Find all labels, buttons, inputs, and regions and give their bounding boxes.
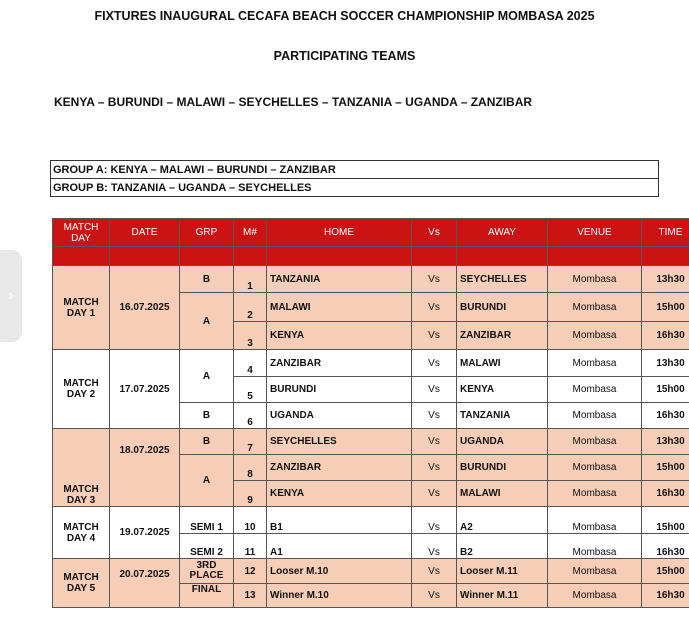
header-vs: Vs: [412, 219, 457, 247]
teams-line: KENYA – BURUNDI – MALAWI – SEYCHELLES – TANZANIA – UGANDA – ZANZIBAR: [54, 95, 533, 109]
time-cell: 13h30: [642, 266, 689, 293]
grp-cell: A: [180, 455, 234, 507]
match-num-cell: 4: [234, 350, 267, 377]
match-num-cell: 10: [234, 507, 267, 534]
venue-cell: Mombasa: [548, 377, 642, 403]
away-cell: ZANZIBAR: [457, 322, 548, 350]
vs-cell: Vs: [412, 584, 457, 608]
home-cell: MALAWI: [267, 293, 412, 322]
match-day-cell: MATCH DAY 3: [53, 429, 110, 507]
away-cell: MALAWI: [457, 350, 548, 377]
time-cell: 16h30: [642, 322, 689, 350]
time-cell: 15h00: [642, 507, 689, 534]
vs-cell: Vs: [412, 293, 457, 322]
grp-cell: B: [180, 429, 234, 455]
table-row: [53, 559, 689, 584]
vs-cell: Vs: [412, 266, 457, 293]
match-num-cell: 8: [234, 455, 267, 481]
date-cell: 17.07.2025: [110, 350, 180, 429]
venue-cell: Mombasa: [548, 534, 642, 559]
vs-cell: Vs: [412, 507, 457, 534]
grp-cell: 3RD PLACE: [180, 559, 234, 584]
side-panel-handle[interactable]: [0, 250, 22, 342]
venue-cell: Mombasa: [548, 403, 642, 429]
grp-cell: B: [180, 266, 234, 293]
participating-teams-heading: PARTICIPATING TEAMS: [273, 49, 416, 63]
group-b: GROUP B: TANZANIA – UGANDA – SEYCHELLES: [51, 179, 659, 197]
header-away: AWAY: [457, 219, 548, 247]
document-title: FIXTURES INAUGURAL CECAFA BEACH SOCCER CHAMPIONSHIP MOMBASA 2025: [94, 9, 595, 23]
table-row: [53, 266, 689, 293]
vs-cell: Vs: [412, 455, 457, 481]
time-cell: 16h30: [642, 534, 689, 559]
header-row: [53, 219, 689, 247]
grp-cell: SEMI 1: [180, 507, 234, 534]
match-day-cell: MATCH DAY 2: [53, 350, 110, 429]
vs-cell: Vs: [412, 534, 457, 559]
date-cell: 20.07.2025: [110, 559, 180, 608]
home-cell: Winner M.10: [267, 584, 412, 608]
time-cell: 13h30: [642, 350, 689, 377]
header-spacer-row: [53, 247, 689, 266]
match-day-cell: MATCH DAY 1: [53, 266, 110, 350]
venue-cell: Mombasa: [548, 350, 642, 377]
venue-cell: Mombasa: [548, 322, 642, 350]
grp-cell: A: [180, 293, 234, 350]
match-num-cell: 5: [234, 377, 267, 403]
home-cell: UGANDA: [267, 403, 412, 429]
away-cell: UGANDA: [457, 429, 548, 455]
away-cell: SEYCHELLES: [457, 266, 548, 293]
time-cell: 15h00: [642, 455, 689, 481]
away-cell: B2: [457, 534, 548, 559]
match-num-cell: 3: [234, 322, 267, 350]
time-cell: 15h00: [642, 559, 689, 584]
match-num-cell: 12: [234, 559, 267, 584]
home-cell: ZANZIBAR: [267, 350, 412, 377]
header-venue: VENUE: [548, 219, 642, 247]
fixtures-table: [52, 218, 689, 608]
home-cell: KENYA: [267, 481, 412, 507]
home-cell: ZANZIBAR: [267, 455, 412, 481]
away-cell: BURUNDI: [457, 455, 548, 481]
grp-cell: SEMI 2: [180, 534, 234, 559]
away-cell: KENYA: [457, 377, 548, 403]
home-cell: SEYCHELLES: [267, 429, 412, 455]
away-cell: TANZANIA: [457, 403, 548, 429]
groups-table: [50, 160, 659, 197]
header-date: DATE: [110, 219, 180, 247]
date-cell: 18.07.2025: [110, 429, 180, 507]
match-num-cell: 2: [234, 293, 267, 322]
time-cell: 16h30: [642, 481, 689, 507]
time-cell: 15h00: [642, 377, 689, 403]
venue-cell: Mombasa: [548, 429, 642, 455]
vs-cell: Vs: [412, 403, 457, 429]
vs-cell: Vs: [412, 377, 457, 403]
chevron-right-icon: ›: [8, 287, 14, 304]
match-num-cell: 11: [234, 534, 267, 559]
header-num: M#: [234, 219, 267, 247]
table-row: [53, 429, 689, 455]
vs-cell: Vs: [412, 350, 457, 377]
match-num-cell: 1: [234, 266, 267, 293]
home-cell: B1: [267, 507, 412, 534]
header-match-day: MATCH DAY: [53, 219, 110, 247]
venue-cell: Mombasa: [548, 455, 642, 481]
match-day-cell: MATCH DAY 5: [53, 559, 110, 608]
away-cell: A2: [457, 507, 548, 534]
venue-cell: Mombasa: [548, 266, 642, 293]
time-cell: 15h00: [642, 293, 689, 322]
venue-cell: Mombasa: [548, 507, 642, 534]
header-grp: GRP: [180, 219, 234, 247]
venue-cell: Mombasa: [548, 481, 642, 507]
group-a: GROUP A: KENYA – MALAWI – BURUNDI – ZANZIBAR: [51, 161, 659, 179]
vs-cell: Vs: [412, 322, 457, 350]
home-cell: BURUNDI: [267, 377, 412, 403]
time-cell: 16h30: [642, 403, 689, 429]
away-cell: BURUNDI: [457, 293, 548, 322]
home-cell: A1: [267, 534, 412, 559]
date-cell: 19.07.2025: [110, 507, 180, 559]
table-row: [53, 507, 689, 534]
away-cell: Looser M.11: [457, 559, 548, 584]
grp-cell: B: [180, 403, 234, 429]
time-cell: 16h30: [642, 584, 689, 608]
vs-cell: Vs: [412, 429, 457, 455]
vs-cell: Vs: [412, 481, 457, 507]
header-time: TIME: [642, 219, 689, 247]
match-num-cell: 9: [234, 481, 267, 507]
away-cell: Winner M.11: [457, 584, 548, 608]
away-cell: MALAWI: [457, 481, 548, 507]
venue-cell: Mombasa: [548, 584, 642, 608]
match-day-cell: MATCH DAY 4: [53, 507, 110, 559]
venue-cell: Mombasa: [548, 559, 642, 584]
match-num-cell: 7: [234, 429, 267, 455]
vs-cell: Vs: [412, 559, 457, 584]
header-home: HOME: [267, 219, 412, 247]
venue-cell: Mombasa: [548, 293, 642, 322]
grp-cell: FINAL: [180, 584, 234, 608]
match-num-cell: 13: [234, 584, 267, 608]
home-cell: KENYA: [267, 322, 412, 350]
home-cell: TANZANIA: [267, 266, 412, 293]
grp-cell: A: [180, 350, 234, 403]
table-row: [53, 350, 689, 377]
home-cell: Looser M.10: [267, 559, 412, 584]
time-cell: 13h30: [642, 429, 689, 455]
match-num-cell: 6: [234, 403, 267, 429]
date-cell: 16.07.2025: [110, 266, 180, 350]
